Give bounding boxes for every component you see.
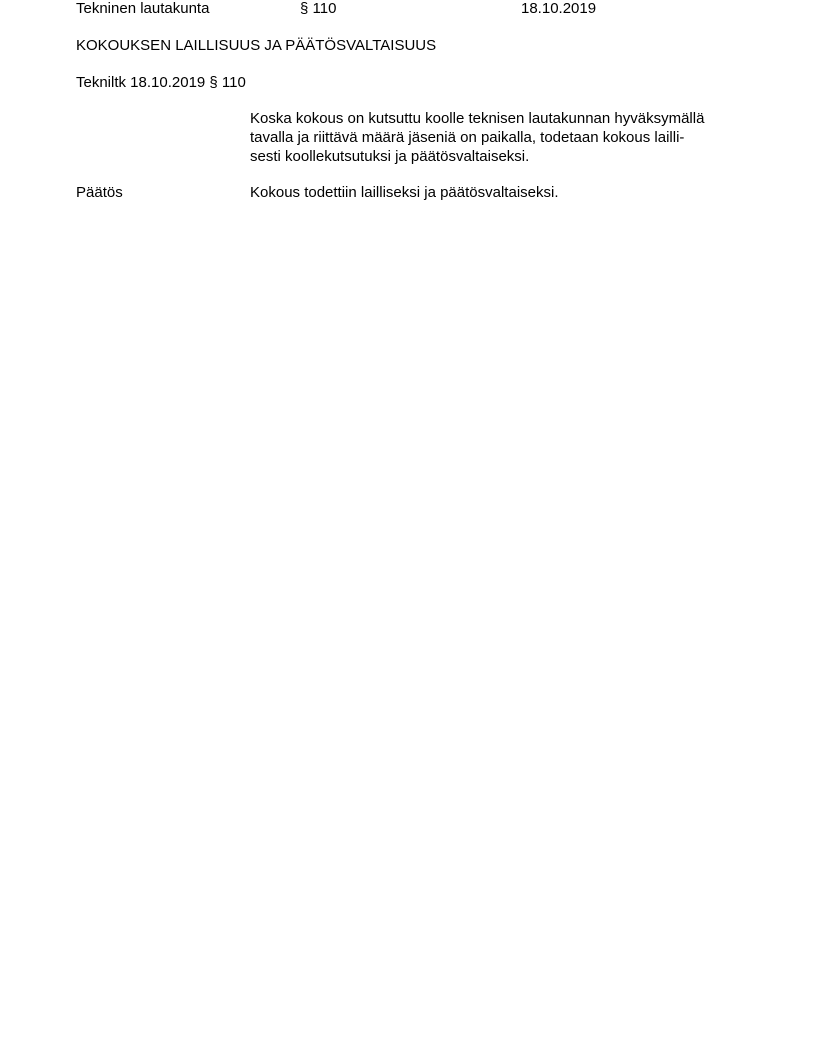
decision-label: Päätös xyxy=(76,184,123,201)
body-line: sesti koollekutsutuksi ja päätösvaltaiseksi. xyxy=(250,148,530,165)
body-paragraph xyxy=(250,109,742,166)
decision-text: Kokous todettiin lailliseksi ja päätösvaltaiseksi. xyxy=(250,184,559,201)
body-line: tavalla ja riittävä määrä jäseniä on paikalla, todetaan kokous lailli- xyxy=(250,129,685,146)
header-date: 18.10.2019 xyxy=(521,0,597,17)
page-title: KOKOUKSEN LAILLISUUS JA PÄÄTÖSVALTAISUUS xyxy=(76,37,437,54)
header-organ: Tekninen lautakunta xyxy=(76,0,210,17)
body-line: Koska kokous on kutsuttu koolle teknisen lautakunnan hyväksymällä xyxy=(250,110,705,127)
reference-line: Tekniltk 18.10.2019 § 110 xyxy=(76,74,246,91)
header-section: § 110 xyxy=(300,0,337,17)
